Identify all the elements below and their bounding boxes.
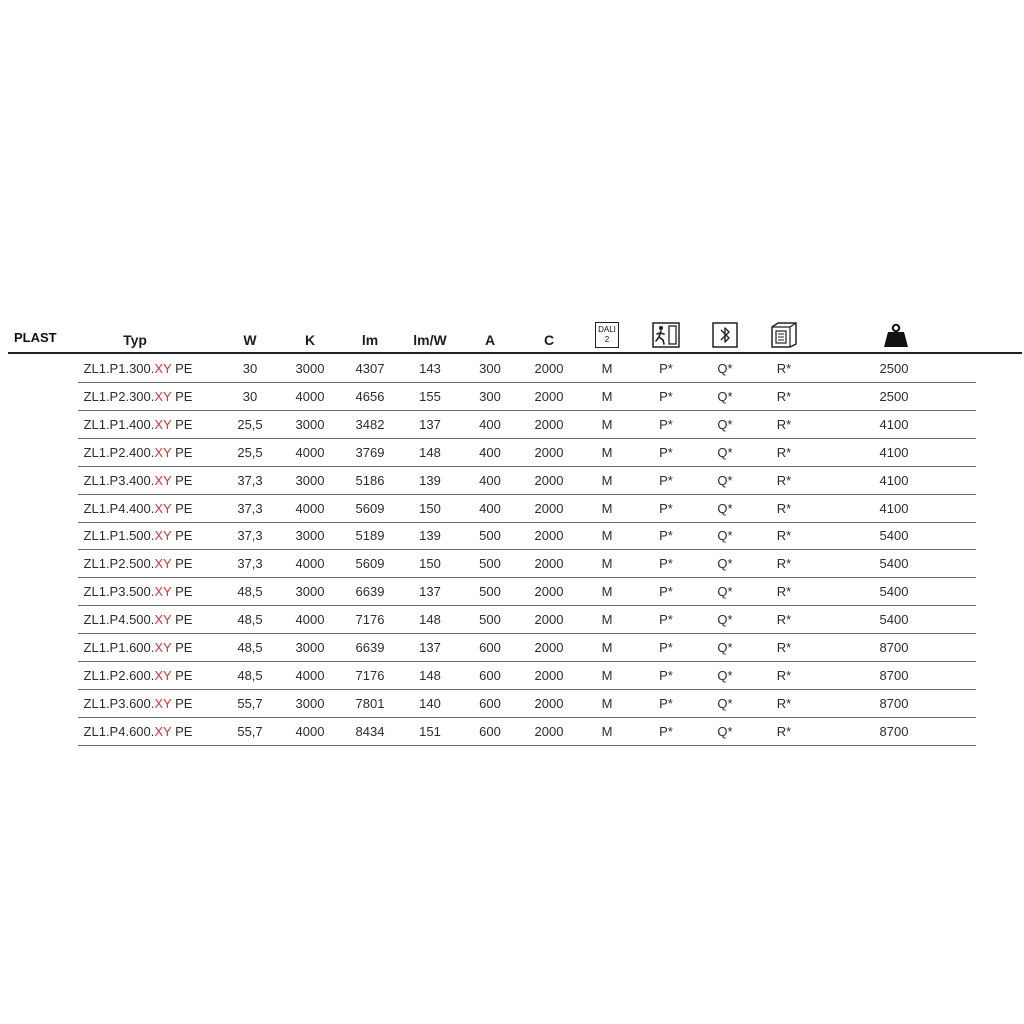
cell-c: 2000 <box>534 640 564 655</box>
cell-lm: 7176 <box>355 667 385 683</box>
table-row <box>78 354 976 383</box>
cell-lm: 3769 <box>355 444 385 460</box>
cell-typ <box>78 528 198 543</box>
cell-kg: 4100 <box>879 444 909 460</box>
weight-icon <box>883 322 909 353</box>
typ-suffix: PE <box>171 612 193 628</box>
cell-c: 2000 <box>534 361 564 376</box>
cell-p: P* <box>659 500 673 516</box>
typ-suffix: PE <box>171 388 193 404</box>
cell-q: Q* <box>717 388 733 404</box>
typ-prefix: ZL1.P3.500. <box>83 584 155 600</box>
table-row <box>78 438 976 467</box>
cell-a: 300 <box>479 388 501 404</box>
sensor-box-icon <box>770 322 798 353</box>
typ-variant-code: XY <box>154 500 172 516</box>
dali-version: 2 <box>604 335 610 344</box>
cell-q: Q* <box>717 584 733 600</box>
cell-a: 400 <box>479 500 501 516</box>
typ-suffix: PE <box>171 640 193 655</box>
typ-suffix: PE <box>171 472 193 488</box>
cell-m: M <box>601 667 613 683</box>
cell-k: 4000 <box>295 556 325 572</box>
cell-lmw: 143 <box>419 361 441 376</box>
cell-lm: 5186 <box>355 472 385 488</box>
cell-p: P* <box>659 667 673 683</box>
table-row <box>78 466 976 495</box>
cell-m: M <box>601 723 613 739</box>
dali-2-icon <box>595 322 619 348</box>
cell-a: 300 <box>479 361 501 376</box>
cell-p: P* <box>659 528 673 544</box>
cell-a: 500 <box>479 528 501 544</box>
cell-lm: 5609 <box>355 500 385 516</box>
column-header-w: W <box>243 332 257 348</box>
cell-m: M <box>601 556 613 572</box>
cell-lmw: 155 <box>419 388 441 404</box>
typ-suffix: PE <box>171 584 193 600</box>
cell-p: P* <box>659 723 673 739</box>
cell-a: 500 <box>479 612 501 628</box>
table-row <box>78 382 976 411</box>
cell-k: 3000 <box>295 416 325 432</box>
cell-w: 48,5 <box>237 612 263 628</box>
cell-r: R* <box>776 500 792 516</box>
cell-lm: 3482 <box>355 416 385 432</box>
cell-lmw: 137 <box>419 416 441 432</box>
cell-m: M <box>601 528 613 544</box>
cell-p: P* <box>659 695 673 711</box>
cell-c: 2000 <box>534 500 564 516</box>
typ-variant-code: XY <box>154 472 172 488</box>
cell-typ <box>78 417 198 432</box>
cell-w: 48,5 <box>237 640 263 655</box>
cell-q: Q* <box>717 416 733 432</box>
cell-kg: 2500 <box>879 361 909 376</box>
cell-w: 48,5 <box>237 667 263 683</box>
typ-prefix: ZL1.P2.300. <box>83 388 155 404</box>
column-header-lmw: lm/W <box>413 332 447 348</box>
cell-lmw: 139 <box>419 528 441 544</box>
typ-suffix: PE <box>171 361 193 376</box>
typ-suffix: PE <box>171 723 193 739</box>
cell-typ <box>78 612 198 627</box>
cell-a: 500 <box>479 556 501 572</box>
table-row <box>78 633 976 662</box>
cell-a: 400 <box>479 444 501 460</box>
table-row <box>78 661 976 690</box>
cell-p: P* <box>659 444 673 460</box>
cell-w: 55,7 <box>237 695 263 711</box>
cell-typ <box>78 473 198 488</box>
cell-lmw: 150 <box>419 556 441 572</box>
cell-lmw: 137 <box>419 584 441 600</box>
cell-lm: 5609 <box>355 556 385 572</box>
typ-variant-code: XY <box>154 416 172 432</box>
table-row <box>78 717 976 746</box>
cell-m: M <box>601 640 613 655</box>
cell-q: Q* <box>717 500 733 516</box>
cell-m: M <box>601 695 613 711</box>
cell-typ <box>78 668 198 683</box>
cell-lm: 7176 <box>355 612 385 628</box>
cell-kg: 8700 <box>879 695 909 711</box>
cell-kg: 8700 <box>879 640 909 655</box>
typ-variant-code: XY <box>154 556 172 572</box>
cell-k: 3000 <box>295 695 325 711</box>
cell-lmw: 140 <box>419 695 441 711</box>
typ-prefix: ZL1.P1.500. <box>83 528 155 544</box>
cell-lmw: 148 <box>419 667 441 683</box>
cell-q: Q* <box>717 556 733 572</box>
cell-p: P* <box>659 361 673 376</box>
cell-w: 37,3 <box>237 472 263 488</box>
column-header-lm: lm <box>361 332 379 348</box>
cell-kg: 4100 <box>879 472 909 488</box>
cell-kg: 5400 <box>879 528 909 544</box>
cell-w: 55,7 <box>237 723 263 739</box>
cell-w: 37,3 <box>237 556 263 572</box>
cell-r: R* <box>776 528 792 544</box>
cell-q: Q* <box>717 444 733 460</box>
cell-a: 500 <box>479 584 501 600</box>
cell-kg: 8700 <box>879 723 909 739</box>
cell-typ <box>78 361 198 376</box>
typ-suffix: PE <box>171 695 193 711</box>
cell-k: 3000 <box>295 472 325 488</box>
cell-q: Q* <box>717 667 733 683</box>
cell-lm: 4307 <box>355 361 385 376</box>
typ-variant-code: XY <box>154 723 172 739</box>
cell-w: 30 <box>242 388 258 404</box>
cell-kg: 4100 <box>879 500 909 516</box>
column-header-typ: Typ <box>123 332 147 348</box>
typ-prefix: ZL1.P3.400. <box>83 472 155 488</box>
cell-a: 600 <box>479 695 501 711</box>
cell-a: 600 <box>479 723 501 739</box>
cell-m: M <box>601 612 613 628</box>
typ-variant-code: XY <box>154 640 172 655</box>
cell-w: 48,5 <box>237 584 263 600</box>
cell-m: M <box>601 388 613 404</box>
cell-r: R* <box>776 612 792 628</box>
cell-m: M <box>601 361 613 376</box>
cell-c: 2000 <box>534 667 564 683</box>
typ-variant-code: XY <box>154 584 172 600</box>
cell-lm: 4656 <box>355 388 385 404</box>
cell-lmw: 150 <box>419 500 441 516</box>
cell-q: Q* <box>717 723 733 739</box>
typ-suffix: PE <box>171 500 193 516</box>
cell-k: 4000 <box>295 500 325 516</box>
cell-w: 37,3 <box>237 528 263 544</box>
cell-c: 2000 <box>534 612 564 628</box>
cell-r: R* <box>776 556 792 572</box>
cell-k: 3000 <box>295 361 325 376</box>
cell-lm: 6639 <box>355 584 385 600</box>
cell-k: 4000 <box>295 667 325 683</box>
cell-m: M <box>601 500 613 516</box>
cell-typ <box>78 640 198 655</box>
cell-m: M <box>601 584 613 600</box>
typ-prefix: ZL1.P2.400. <box>83 444 155 460</box>
cell-k: 3000 <box>295 528 325 544</box>
cell-w: 25,5 <box>237 444 263 460</box>
cell-m: M <box>601 444 613 460</box>
column-header-a: A <box>484 332 496 348</box>
cell-kg: 2500 <box>879 388 909 404</box>
table-row <box>78 521 976 550</box>
cell-typ <box>78 389 198 404</box>
cell-a: 600 <box>479 640 501 655</box>
cell-typ <box>78 501 198 516</box>
cell-lmw: 148 <box>419 612 441 628</box>
cell-lm: 7801 <box>355 695 385 711</box>
table-row <box>78 605 976 634</box>
cell-k: 3000 <box>295 640 325 655</box>
typ-prefix: ZL1.P4.600. <box>83 723 155 739</box>
cell-c: 2000 <box>534 444 564 460</box>
typ-prefix: ZL1.P4.400. <box>83 500 155 516</box>
section-label: PLAST <box>14 330 57 345</box>
cell-kg: 5400 <box>879 612 909 628</box>
cell-q: Q* <box>717 640 733 655</box>
cell-r: R* <box>776 584 792 600</box>
cell-k: 4000 <box>295 612 325 628</box>
cell-c: 2000 <box>534 416 564 432</box>
typ-variant-code: XY <box>154 444 172 460</box>
cell-p: P* <box>659 556 673 572</box>
cell-r: R* <box>776 695 792 711</box>
typ-suffix: PE <box>171 556 193 572</box>
cell-w: 37,3 <box>237 500 263 516</box>
cell-k: 4000 <box>295 723 325 739</box>
table-row <box>78 577 976 606</box>
cell-c: 2000 <box>534 723 564 739</box>
cell-p: P* <box>659 640 673 655</box>
typ-prefix: ZL1.P1.300. <box>83 361 155 376</box>
typ-prefix: ZL1.P1.600. <box>83 640 155 655</box>
cell-typ <box>78 556 198 571</box>
cell-q: Q* <box>717 695 733 711</box>
cell-w: 25,5 <box>237 416 263 432</box>
typ-prefix: ZL1.P4.500. <box>83 612 155 628</box>
cell-c: 2000 <box>534 388 564 404</box>
table-row <box>78 410 976 439</box>
cell-c: 2000 <box>534 472 564 488</box>
emergency-exit-icon <box>652 322 680 353</box>
table-row <box>78 549 976 578</box>
cell-p: P* <box>659 416 673 432</box>
cell-typ <box>78 724 198 739</box>
cell-kg: 4100 <box>879 416 909 432</box>
cell-q: Q* <box>717 361 733 376</box>
dali-label: DALI <box>598 325 616 334</box>
cell-m: M <box>601 416 613 432</box>
cell-p: P* <box>659 584 673 600</box>
cell-kg: 5400 <box>879 584 909 600</box>
cell-lmw: 148 <box>419 444 441 460</box>
cell-m: M <box>601 472 613 488</box>
typ-variant-code: XY <box>154 528 172 544</box>
typ-variant-code: XY <box>154 695 172 711</box>
cell-q: Q* <box>717 528 733 544</box>
cell-r: R* <box>776 361 792 376</box>
cell-lm: 5189 <box>355 528 385 544</box>
cell-a: 400 <box>479 472 501 488</box>
cell-lmw: 151 <box>419 723 441 739</box>
cell-r: R* <box>776 416 792 432</box>
typ-prefix: ZL1.P1.400. <box>83 416 155 432</box>
cell-p: P* <box>659 472 673 488</box>
typ-variant-code: XY <box>154 612 172 628</box>
typ-suffix: PE <box>171 416 193 432</box>
cell-p: P* <box>659 388 673 404</box>
column-header-k: K <box>304 332 316 348</box>
cell-w: 30 <box>242 361 258 376</box>
cell-kg: 5400 <box>879 556 909 572</box>
cell-q: Q* <box>717 472 733 488</box>
typ-variant-code: XY <box>154 667 172 683</box>
cell-typ <box>78 696 198 711</box>
cell-lm: 8434 <box>355 723 385 739</box>
typ-prefix: ZL1.P3.600. <box>83 695 155 711</box>
cell-c: 2000 <box>534 556 564 572</box>
cell-k: 4000 <box>295 444 325 460</box>
cell-a: 600 <box>479 667 501 683</box>
cell-lm: 6639 <box>355 640 385 655</box>
table-row <box>78 494 976 523</box>
cell-r: R* <box>776 640 792 655</box>
cell-r: R* <box>776 667 792 683</box>
typ-prefix: ZL1.P2.500. <box>83 556 155 572</box>
cell-r: R* <box>776 388 792 404</box>
typ-variant-code: XY <box>154 361 172 376</box>
cell-k: 4000 <box>295 388 325 404</box>
cell-lmw: 137 <box>419 640 441 655</box>
cell-c: 2000 <box>534 584 564 600</box>
cell-a: 400 <box>479 416 501 432</box>
cell-kg: 8700 <box>879 667 909 683</box>
cell-typ <box>78 445 198 460</box>
typ-variant-code: XY <box>154 388 172 404</box>
cell-r: R* <box>776 472 792 488</box>
cell-k: 3000 <box>295 584 325 600</box>
typ-prefix: ZL1.P2.600. <box>83 667 155 683</box>
cell-c: 2000 <box>534 528 564 544</box>
cell-q: Q* <box>717 612 733 628</box>
cell-typ <box>78 584 198 599</box>
bluetooth-icon <box>712 322 738 353</box>
cell-r: R* <box>776 723 792 739</box>
cell-r: R* <box>776 444 792 460</box>
column-header-c: C <box>543 332 555 348</box>
typ-suffix: PE <box>171 667 193 683</box>
cell-lmw: 139 <box>419 472 441 488</box>
cell-c: 2000 <box>534 695 564 711</box>
typ-suffix: PE <box>171 444 193 460</box>
table-row <box>78 689 976 718</box>
cell-p: P* <box>659 612 673 628</box>
typ-suffix: PE <box>171 528 193 544</box>
